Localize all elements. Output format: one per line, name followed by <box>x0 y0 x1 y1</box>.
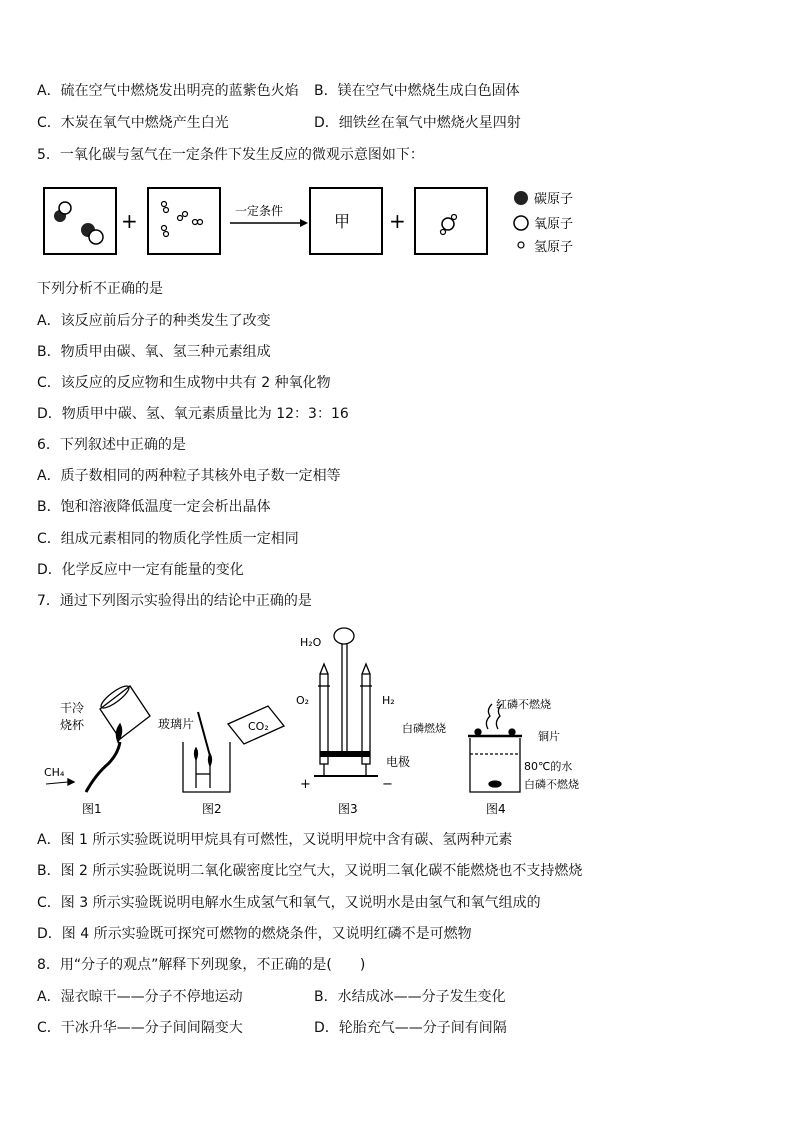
q6-option-d: D．化学反应中一定有能量的变化 <box>37 562 244 578</box>
o2-tube <box>320 674 328 764</box>
legend-hydrogen: 氢原子 <box>534 240 574 255</box>
oxygen-atom <box>59 202 71 214</box>
fig3-minus: − <box>382 777 393 792</box>
reactant-box-co <box>44 188 116 254</box>
fig4-red: 红磷不燃烧 <box>496 698 551 711</box>
product-jia-label: 甲 <box>334 212 351 231</box>
reaction-diagram <box>40 182 600 264</box>
legend-oxygen-icon <box>514 216 528 230</box>
q8-option-d: D．轮胎充气——分子间有间隔 <box>314 1020 507 1036</box>
figure-2 <box>183 706 284 792</box>
q8-option-b: B．水结成冰——分子发生变化 <box>314 989 506 1005</box>
fig4-caption: 图4 <box>486 802 506 816</box>
legend-oxygen: 氧原子 <box>534 217 574 232</box>
plus-sign: + <box>121 209 138 233</box>
q4-option-b: B．镁在空气中燃烧生成白色固体 <box>314 83 520 99</box>
q6-option-b: B．饱和溶液降低温度一定会析出晶体 <box>37 499 271 515</box>
q5-option-c: C．该反应的反应物和生成物中共有 2 种氧化物 <box>37 375 331 391</box>
fig3-h2: H₂ <box>382 694 395 707</box>
fig4-copper: 铜片 <box>538 730 560 743</box>
q8-option-c: C．干冰升华——分子间间隔变大 <box>37 1020 243 1036</box>
q4-option-d: D．细铁丝在氧气中燃烧火星四射 <box>314 115 521 131</box>
fig3-o2: O₂ <box>296 694 310 707</box>
legend-hydrogen-icon <box>518 242 524 248</box>
figure-3 <box>314 628 378 776</box>
fig1-gas: CH₄ <box>44 766 65 779</box>
plus-sign: + <box>389 209 406 233</box>
q4-option-a: A．硫在空气中燃烧发出明亮的蓝紫色火焰 <box>37 83 299 99</box>
fig3-electrode: 电极 <box>386 755 411 769</box>
q6-stem: 6．下列叙述中正确的是 <box>37 437 186 453</box>
q7-option-d: D．图 4 所示实验既可探究可燃物的燃烧条件，又说明红磷不是可燃物 <box>37 926 472 942</box>
q4-option-c: C．木炭在氧气中燃烧产生白光 <box>37 115 229 131</box>
fig3-water: H₂O <box>300 636 322 649</box>
q5-option-b: B．物质甲由碳、氧、氢三种元素组成 <box>37 344 271 360</box>
flame-icon <box>195 748 198 760</box>
q5-question: 下列分析不正确的是 <box>37 281 163 297</box>
fig4-white2: 白磷不燃烧 <box>524 778 579 791</box>
beaker-icon <box>183 742 230 792</box>
q5-option-a: A．该反应前后分子的种类发生了改变 <box>37 313 271 329</box>
fig3-plus: + <box>300 777 311 792</box>
fig1-label-1: 干冷 <box>60 701 85 715</box>
hydrogen-molecules <box>162 202 203 237</box>
fig4-white: 白磷燃烧 <box>402 722 446 735</box>
white-phosphorus <box>475 729 481 735</box>
q7-option-a: A．图 1 所示实验既说明甲烷具有可燃性，又说明甲烷中含有碳、氢两种元素 <box>37 832 513 848</box>
q7-stem: 7．通过下列图示实验得出的结论中正确的是 <box>37 593 312 609</box>
legend-carbon: 碳原子 <box>534 192 574 207</box>
q7-option-b: B．图 2 所示实验既说明二氧化碳密度比空气大，又说明二氧化碳不能燃烧也不支持燃烧 <box>37 863 583 879</box>
legend-carbon-icon <box>514 191 528 205</box>
fig2-label: 玻璃片 <box>158 717 195 731</box>
fig4-water: 80℃的水 <box>524 760 573 773</box>
figure-4 <box>468 704 522 792</box>
q5-option-d: D．物质甲中碳、氢、氧元素质量比为 12：3：16 <box>37 406 349 422</box>
q6-option-c: C．组成元素相同的物质化学性质一定相同 <box>37 531 299 547</box>
oxygen-atom <box>89 230 103 244</box>
reactant-box-h2 <box>148 188 220 254</box>
red-phosphorus <box>509 729 515 735</box>
condition-label: 一定条件 <box>235 204 284 218</box>
experiment-figures <box>38 624 598 820</box>
q8-option-a: A．湿衣晾干——分子不停地运动 <box>37 989 243 1005</box>
q7-option-c: C．图 3 所示实验既说明电解水生成氢气和氧气，又说明水是由氢气和氧气组成的 <box>37 895 541 911</box>
q5-stem: 5．一氧化碳与氢气在一定条件下发生反应的微观示意图如下： <box>37 147 424 163</box>
h2-tube <box>362 674 370 764</box>
fig1-label-2: 烧杯 <box>60 718 85 732</box>
hydrogen-atom <box>452 215 457 220</box>
q6-option-a: A．质子数相同的两种粒子其核外电子数一定相等 <box>37 468 341 484</box>
fig3-caption: 图3 <box>338 802 358 816</box>
oxygen-atom <box>442 218 454 230</box>
fig2-caption: 图2 <box>202 802 222 816</box>
fig1-caption: 图1 <box>82 802 102 816</box>
hydrogen-atom <box>441 230 446 235</box>
flame-icon <box>209 754 212 766</box>
funnel <box>334 628 354 644</box>
q8-stem: 8．用“分子的观点”解释下列现象，不正确的是( ) <box>37 957 366 973</box>
fig2-gas: CO₂ <box>248 720 269 733</box>
glass-slide <box>198 712 210 756</box>
